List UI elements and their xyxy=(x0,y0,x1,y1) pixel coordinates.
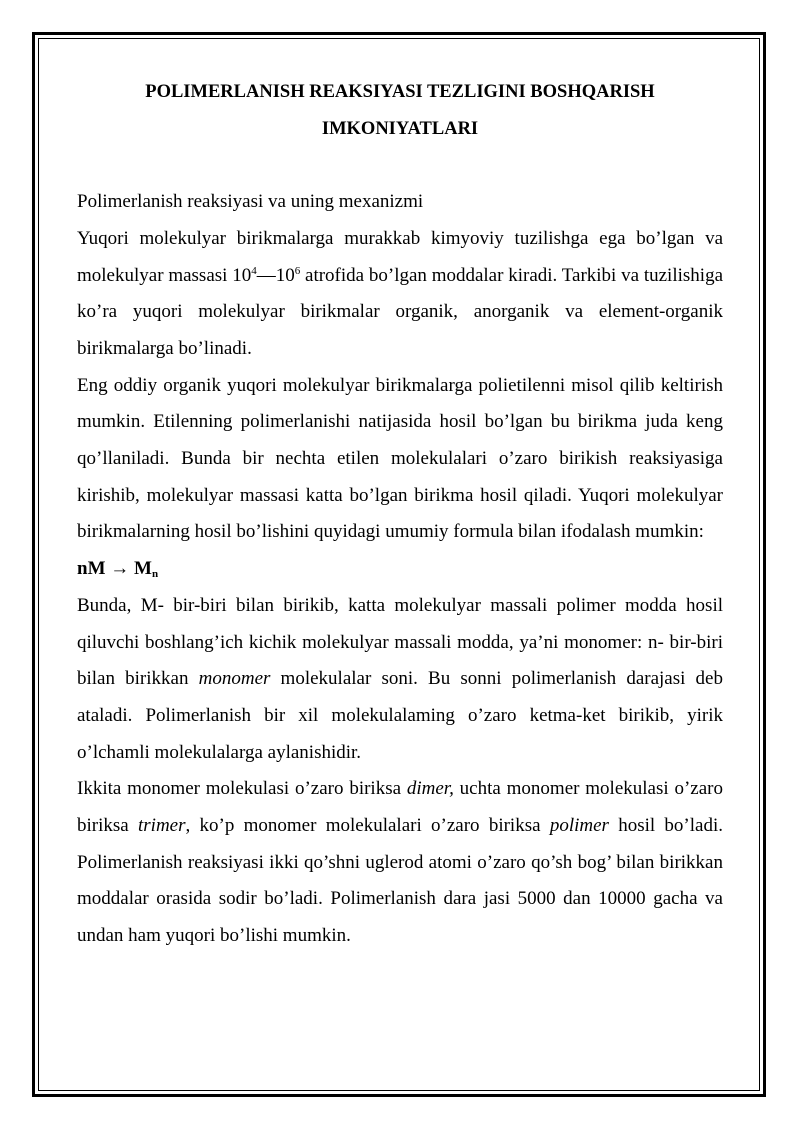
paragraph-1-text-c: atrofida bo’lgan moddalar kiradi. Tarkibi va tuzilishiga ko’ra yuqori molekulyar birikmalar organik, anorganik va element-organik birikmalarga bo’linadi. xyxy=(77,264,724,359)
title-line-1: POLIMERLANISH REAKSIYASI TEZLIGINI BOSHQARISH xyxy=(145,82,655,102)
paragraph-2: Eng oddiy organik yuqori molekulyar birikmalarga polietilenni misol qilib keltirish mumkin. Etilenning polimerlanishi natijasida hosil bo’lgan bu birikma juda keng qo’llaniladi. Bunda bir nechta etilen molekulalari o’zaro birikish reaksiyasiga kirishib, molekulyar massasi katta bo’lgan birikma hosil qiladi. Yuqori molekulyar birikmalarning hosil bo’lishini quyidagi umumiy formula bilan ifodalash mumkin: xyxy=(77,374,723,543)
formula-main: nM → M xyxy=(77,558,152,580)
reaction-formula xyxy=(77,551,723,588)
paragraph-4-text-b: uchta monomer molekulasi o’zaro biriksa xyxy=(77,778,723,837)
paragraph-3-text-b: molekulalar soni. Bu sonni polimerlanish darajasi deb ataladi. Polimerlanish bir xil molekulalaming o’zaro ketma-ket birikib, yirik o’lchamli molekulalarga aylanishidir. xyxy=(77,668,723,763)
document-body xyxy=(77,74,723,955)
paragraph-4-text-d: hosil bo’ladi. Polimerlanish reaksiyasi ikki qo’shni uglerod atomi o’zaro qo’sh bog’ bilan birikkan moddalar orasida sodir bo’ladi. Polimerlanish dara jasi 5000 dan 10000 gacha va undan ham yuqori bo’lishi mumkin. xyxy=(77,815,723,947)
paragraph-3-text-a: Bunda, M- bir-biri bilan birikib, katta molekulyar massali polimer modda hosil qiluvchi boshlang’ich kichik molekulyar massali modda, ya’ni monomer: n- bir-biri bilan birikkan xyxy=(77,594,723,690)
paragraph-4-text-c: , ko’p monomer molekulalari o’zaro biriksa xyxy=(185,815,550,837)
section-subheading: Polimerlanish reaksiyasi va uning mexanizmi xyxy=(77,191,424,213)
term-trimer: trimer xyxy=(138,815,186,837)
formula-subscript: n xyxy=(151,568,159,581)
document-title xyxy=(77,74,723,147)
term-dimer: dimer, xyxy=(406,778,454,800)
paragraph-3 xyxy=(77,588,723,772)
paragraph-4-text-a: Ikkita monomer molekulasi o’zaro biriksa xyxy=(77,778,407,800)
exponent-4: 4 xyxy=(251,264,257,277)
paragraph-1-text-b: —10 xyxy=(256,264,295,286)
title-line-2: IMKONIYATLARI xyxy=(321,118,479,139)
paragraph-1-text-a: Yuqori molekulyar birikmalarga murakkab kimyoviy tuzilishga ega bo’lgan va molekulyar massasi 10 xyxy=(77,227,723,286)
paragraph-1 xyxy=(77,221,723,368)
term-monomer: monomer xyxy=(198,668,271,690)
paragraph-4 xyxy=(77,771,723,955)
exponent-6: 6 xyxy=(294,264,301,277)
term-polimer: polimer xyxy=(549,815,609,837)
